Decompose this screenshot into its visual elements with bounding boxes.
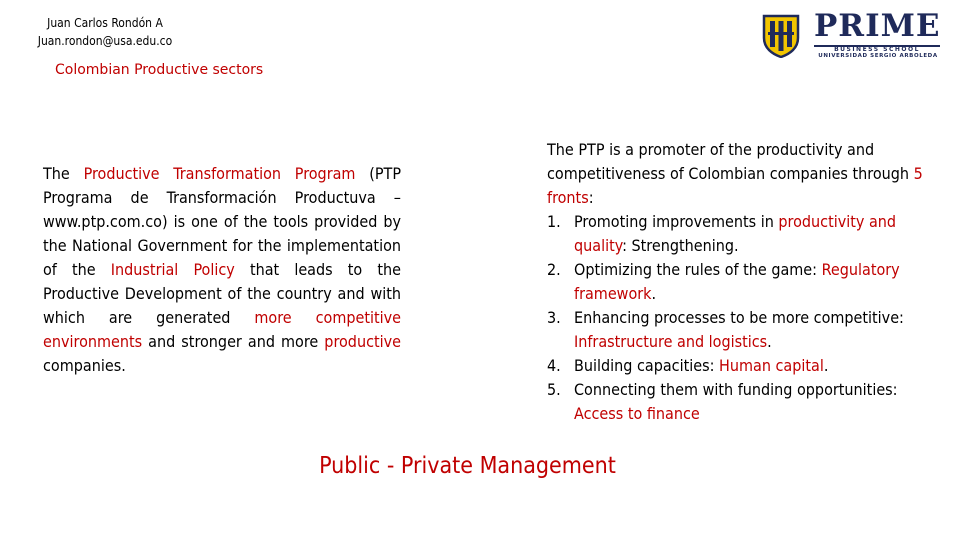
list-item [547, 378, 927, 426]
list-number: 5. [547, 380, 561, 399]
list-text: Building capacities: [574, 356, 720, 375]
list-end: . [823, 356, 829, 375]
list-number: 1. [547, 212, 561, 231]
text-span: that leads to the Productive Development of the country and with which are generated [43, 260, 401, 327]
footer-title: Public - Private Management [319, 453, 616, 479]
list-highlight: Access to finance [574, 404, 700, 423]
highlight-productive: productive [324, 332, 401, 351]
list-text: Optimizing the rules of the game: [574, 260, 822, 279]
list-highlight: Regulatory framework [574, 260, 900, 303]
text-span: (PTP Programa de Transformación Productuva – www.ptp.com.co) is one of the tools provided by the National Government for the implementation of the [43, 164, 401, 279]
logo-name: PRIME [814, 8, 941, 44]
list-highlight: Infrastructure and logistics [574, 332, 768, 351]
ptp-description-paragraph [43, 162, 401, 378]
list-text: Enhancing processes to be more competitive: [574, 308, 904, 327]
author-block [20, 14, 190, 50]
shield-icon [762, 14, 800, 58]
list-item [547, 258, 927, 306]
logo-subtitle-university: UNIVERSIDAD SERGIO ARBOLEDA [818, 53, 938, 59]
text-span: companies. [43, 356, 126, 375]
list-number: 3. [547, 308, 561, 327]
list-item [547, 306, 927, 354]
fronts-list [547, 210, 927, 426]
list-text: Promoting improvements in [574, 212, 779, 231]
fronts-intro [547, 138, 927, 210]
author-name: Juan Carlos Rondón A [47, 16, 163, 30]
text-span: The [43, 164, 84, 183]
author-email: Juan.rondon@usa.edu.co [37, 34, 173, 48]
list-item [547, 354, 927, 378]
highlight-productive-transformation-program: Productive Transformation Program [83, 164, 356, 183]
list-highlight: productivity and quality [574, 212, 897, 255]
highlight-competitive-environments: more competitive environments [43, 308, 402, 351]
section-title: Colombian Productive sectors [55, 62, 264, 78]
ptp-fronts-block [547, 138, 927, 426]
intro-text: The PTP is a promoter of the productivity and competitiveness of Colombian companies through [547, 140, 914, 183]
highlight-5-fronts: 5 fronts [547, 164, 923, 207]
list-text: Connecting them with funding opportunities: [574, 380, 898, 399]
list-number: 4. [547, 356, 561, 375]
logo-subtitle-school: BUSINESS SCHOOL [834, 46, 920, 53]
list-number: 2. [547, 260, 561, 279]
list-highlight: Human capital [719, 356, 824, 375]
list-item [547, 210, 927, 258]
prime-logo [762, 8, 946, 60]
text-span: and stronger and more [142, 332, 325, 351]
intro-end: : [588, 188, 594, 207]
highlight-industrial-policy: Industrial Policy [110, 260, 235, 279]
list-end: . [651, 284, 657, 303]
list-end: . [767, 332, 772, 351]
list-end: : Strengthening. [622, 236, 739, 255]
